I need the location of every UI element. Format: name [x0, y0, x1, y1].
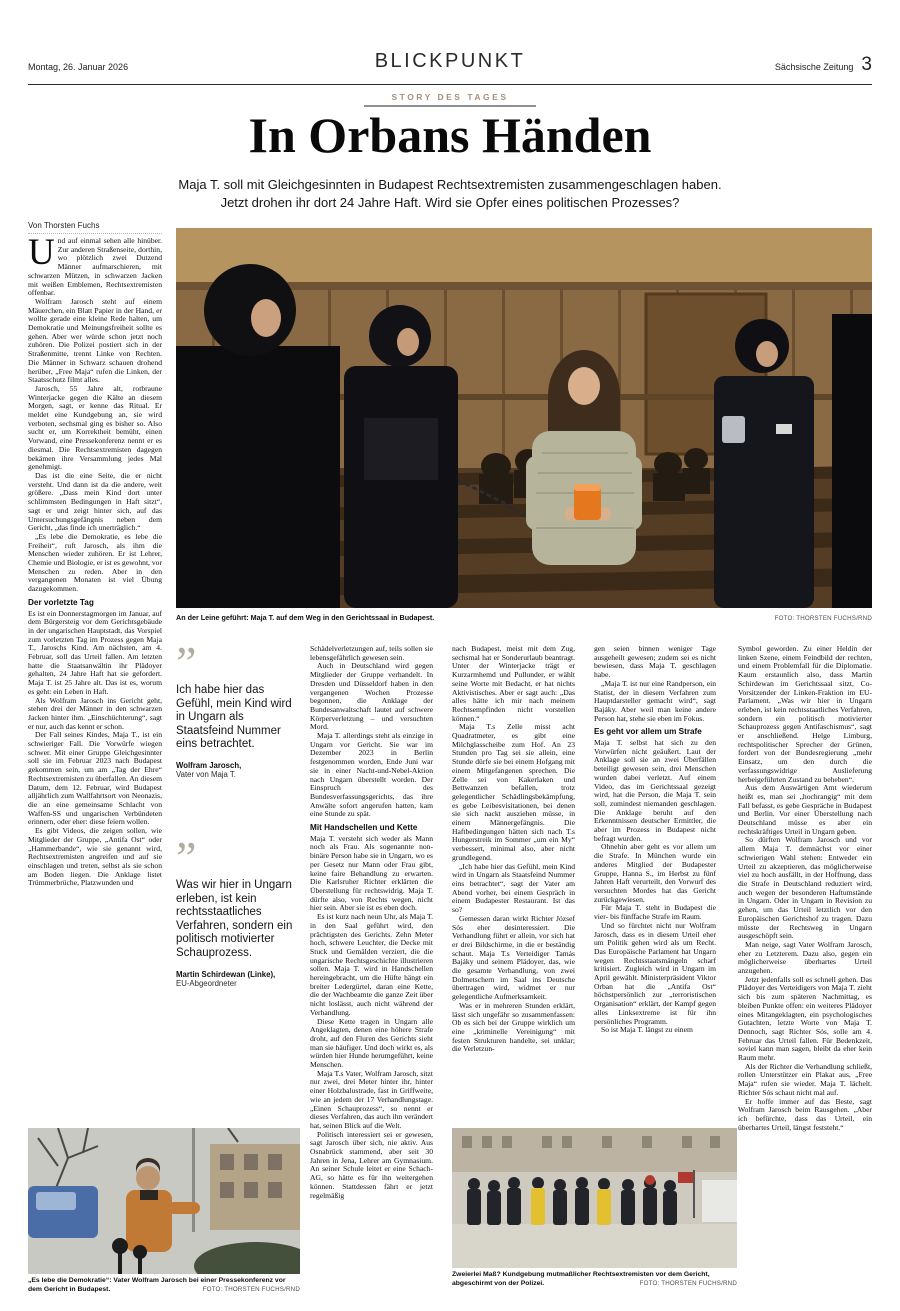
article-paragraph: Es gibt Videos, die zeigen sollen, wie Mitglieder der Gruppe, „Antifa Ost“ oder „Hammerbande“, wie sie genannt wird, Rechtsextremisten angreifen und auf sie einschlagen und treten, selbst als sie schon am Boden liegen. Die Anklage listet Trümmerbrüche, Platzwunden und: [28, 826, 162, 888]
article-paragraph: Und auf einmal sehen alle hinüber. Zur anderen Straßenseite, dorthin, wo plötzlich zwei Dutzend Männer aufmarschieren, mit schwarzen Mützen, in schwarzen Jacken mit weißen Emblemen, Rechtsextremisten offenbar.: [28, 237, 162, 298]
standfirst-line-1: Maja T. soll mit Gleichgesinnten in Budapest Rechtsextremisten zusammengeschlagen haben.: [178, 177, 722, 192]
article-paragraph: gen seien binnen weniger Tage ausgeheilt gewesen; zudem sei es nicht bewiesen, dass Maja T. geschlagen habe.: [594, 645, 716, 680]
photo-credit: FOTO: THORSTEN FUCHS/RND: [639, 1280, 737, 1288]
article-paragraph: Maja T. selbst hat sich zu den Vorwürfen nicht geäußert. Laut der Anklage soll sie an zwei Überfällen beteiligt gewesen sein, drei Menschen wurden dabei verletzt. Auf einem Video, das im Gerichtssaal gezeigt wird, hat die Person, die Maja T. sein soll, zumindest niemanden geschlagen. Die Anklage beruht auf den Erkenntnissen deutscher Ermittler, die aber im Prozess in Budapest nicht befragt wurden.: [594, 738, 716, 843]
courtroom-illustration: [176, 228, 872, 608]
caption-text: „Es lebe die Demokratie“: Vater Wolfram Jarosch bei einer Pressekonferenz vor dem Gericht in Budapest.: [28, 1277, 286, 1293]
pull-quote-text: Ich habe hier das Gefühl, mein Kind wird in Ungarn als Staatsfeind Nummer eins betrachtet.: [176, 684, 292, 751]
pull-quote-role: Vater von Maja T.: [176, 769, 236, 779]
article-paragraph: Jarosch, 55 Jahre alt, rotbraune Winterjacke gegen die Kälte an diesem Morgen, sagt, er kenne das Ritual. Er meldet eine Kundgebung an, sie wird verboten, sechsmal ging es bisher so. Also sucht er, um Korrektheit bemüht, einen Vorwand, eine Pressekonferenz nennt er es diesmal. Die Rechtsextremisten dagegen bekämen ihre Versammlung jedes Mal genehmigt.: [28, 383, 162, 472]
pull-quote-text: Was wir hier in Ungarn erleben, ist kein rechtsstaatliches Verfahren, sondern ein politisch motivierter Schauprozess.: [176, 878, 293, 959]
masthead-paper-name: Sächsische Zeitung: [774, 62, 854, 72]
article-paragraph: nach Budapest, meist mit dem Zug, sechsmal hat er Sonderurlaub beantragt. Unter der Winterjacke trägt er Kurzarmhemd und Pullunder, er wählt seine Worte mit Bedacht, er hat nichts Aktivistisches. Aber er sagt auch: „Das alles hätte ich mir nach meinem Rechtsempfinden nicht vorstellen können.“: [452, 645, 575, 723]
main-photo-caption: An der Leine geführt: Maja T. auf dem Weg in den Gerichtssaal in Budapest.: [176, 613, 435, 622]
article-paragraph: Was er in mehreren Stunden erklärt, lässt sich ungefähr so zusammenfassen: Ob es sich bei der Gruppe wirklich um eine „kriminelle Vereinigung“ mit festen Strukturen handelte, sei unklar; die Verletzun-: [452, 1000, 575, 1054]
drop-cap: U: [28, 237, 55, 273]
pull-quote: [176, 831, 296, 988]
press-conference-caption: [28, 1277, 300, 1295]
article-paragraph: Maja T.s Zelle misst acht Quadratmeter, es gibt eine Milchglasscheibe zum Hof. An 23 Stunden pro Tag sei sie allein, eine Stunde dürfe sie bei einem Hofgang mit einem Mitgefangenen sprechen. Die Zelle sei von Kakerlaken und Bettwanzen befallen, trotz gelegentlicher Schädlingsbekämpfung, es gebe Leibesvisitationen, bei denen sie sich nackt ausziehen müsse, in einem Männergefängnis. Die Haftbedingungen hätten sich nach T.s Hungerstreik im Sommer „um ein My“ verbessert, minimal also, aber nicht grundlegend.: [452, 722, 575, 862]
standfirst-line-2: Jetzt drohen ihr dort 24 Jahre Haft. Wird sie Opfer eines politischen Prozesses?: [220, 194, 680, 210]
masthead-section-title: BLICKPUNKT: [374, 50, 526, 72]
article-column-3: [310, 645, 433, 1293]
crosshead: Es geht vor allem um Strafe: [594, 727, 702, 737]
quote-icon: ”: [176, 637, 197, 688]
masthead-date: Montag, 26. Januar 2026: [28, 62, 129, 72]
masthead-right: [775, 54, 872, 76]
article-paragraph: Gemessen daran wirkt Richter József Sós eher desinteressiert. Die Verhandlung führt er allein, vor sich hat er drei Bildschirme, in die er beständig schaut. Maja T.s Verteidiger Tamás Bajáky und seinem Plädoyer, das, wie die gesamte Verhandlung, von zwei Dolmetschern im Saal ins Deutsche übertragen wird, widmet er nur gelegentliche Aufmerksamkeit.: [452, 913, 575, 1002]
standfirst: [0, 176, 900, 211]
article-paragraph: Maja T.s Vater, Wolfram Jarosch, sitzt nur zwei, drei Meter hinter ihr, hinter einer Holzbalustrade, fast in Griffweite, wie an jedem der 17 Verhandlungstage. „Einen Schauprozess“, so nennt er dieses Verfahren, das auch ihn verändert hat, seinen Blick auf die Welt.: [310, 1068, 433, 1130]
article-paragraph: Ohnehin aber geht es vor allem um die Strafe. In München wurde ein anderes Mitglied der Budapester Gruppe, Hanna S., im Herbst zu fünf Jahren Haft verurteilt, den Vorwurf des versuchten Mordes hat das Gericht zurückgewiesen.: [594, 842, 716, 904]
headline: In Orbans Händen: [248, 107, 652, 163]
article-paragraph: Der Fall seines Kindes, Maja T., ist ein schwieriger Fall. Die Vorwürfe wiegen schwer. Mit einer Gruppe Gleichgesinnter soll sie im Februar 2023 nach Budapest gekommen sein, um am „Tag der Ehre“ Rechtsextremisten zu überfallen. An diesem Datum, dem 12. Februar, wird Budapest alljährlich zum Wallfahrtsort von Neonazis, die an eine gemeinsame Schlacht von Waffen-SS und ungarischen Verbündeten erinnern, oder eher: diese feiern wollen.: [28, 730, 162, 827]
press-conference-photo: [28, 1128, 300, 1274]
byline: Von Thorsten Fuchs: [28, 221, 162, 234]
article-paragraph: Das ist die eine Seite, die er nicht versteht. Und dann ist da die andere, weit größere. „Dass mein Kind dort unter schlimmsten Bedingungen in Haft sitzt“, sagt er und zeigt hinter sich, auf das Untersuchungsgefängnis neben dem Gericht, „das finde ich unerträglich.“: [28, 470, 162, 533]
article-paragraph: Jetzt jedenfalls soll es schnell gehen. Das Plädoyer des Verteidigers von Maja T. zieht sich bis zum späteren Nachmittag, es bleiben Punkte offen: ein weiteres Plädoyer eines Mitangeklagten, ein psychologisches Gutachten, letzte Worte von Maja T. Dennoch, sagt Richter Sós, solle am 4. Februar das Urteil fallen. Für Bedenkzeit, soviel kann man sagen, bleibt da eher kein Raum mehr.: [738, 974, 872, 1063]
article-paragraph: „Es lebe die Demokratie, es lebe die Freiheit“, ruft Jarosch, als ihm die Menschen wieder zuhören. Er ist Lehrer, Chemie und Biologie, er ist es gewohnt, vor Menschen zu reden. Aber in den vergangenen Monaten ist viel Übung dazugekommen.: [28, 531, 162, 594]
crosshead: Der vorletzte Tag: [28, 597, 94, 607]
masthead-rule: [28, 84, 872, 85]
article-paragraph: „Ich habe hier das Gefühl, mein Kind wird in Ungarn als Staatsfeind Nummer eins betrachtet“, sagt der Vater am Abend vorher, bei einem Gespräch in einem Budapester Restaurant. Ist das so?: [452, 861, 575, 915]
photo-credit: FOTO: THORSTEN FUCHS/RND: [202, 1286, 300, 1294]
article-paragraph: Es ist kurz nach neun Uhr, als Maja T. in den Saal geführt wird, den prächtigsten des Gerichts. Zehn Meter hoch, schwere Leuchter, die Decke mit Stuck und Gemälden verziert, die die ungarische Rechtsgeschichte illustrieren sollen. Maja T. wird in Handschellen hereingebracht, um die Hüfte hängt ein breiter Ledergürtel, daran eine Kette, die der Wachbeamte die ganze Zeit über nicht loslässt, auch nicht während der Verhandlung.: [310, 912, 433, 1017]
quote-icon: ”: [176, 831, 197, 883]
main-photo-credit: FOTO: THORSTEN FUCHS/RND: [774, 615, 872, 622]
article-paragraph: Als Wolfram Jarosch ins Gericht geht, stehen drei der Männer in den schwarzen Jacken hinter ihm. „Einschüchterung“, sagt er nur, auch das kennt er schon.: [28, 695, 162, 731]
article-paragraph: „Maja T. ist nur eine Randperson, ein Statist, der in diesem Verfahren zum Hauptdarsteller gemacht wird“, sagt Bajáky. Aber weil man keine andere Person hat, stehe sie eben im Fokus.: [594, 678, 716, 723]
article-column-4: [452, 645, 575, 1115]
article-column-1: [28, 237, 162, 1121]
rally-illustration: [452, 1128, 737, 1268]
article-paragraph: Symbol geworden. Zu einer Heldin der linken Szene, einem Feindbild der rechten, und einem Problemfall für die Diplomatie. Kaum erstaunlich also, dass Martin Schirdewan im Gerichtssaal sitzt, Co-Vorsitzender der Linken-Fraktion im EU-Parlament. „Was wir hier in Ungarn erleben, ist kein rechtsstaatliches Verfahren, sondern ein politisch motivierter Schauprozess gegen Antifaschismus“, sagt er anschließend. Helge Limburg, rechtspolitischer Sprecher der Grünen, fordert von der Bundesregierung „mehr Einsatz, um den durch die verfassungswidrige Auslieferung herbeigeführten Zustand zu beheben“.: [738, 645, 872, 784]
article-paragraph: Maja T. versteht sich weder als Mann noch als Frau. Als sogenannte non-binäre Person habe sie in Ungarn, wo es per Gesetz nur Mann oder Frau gibt, keine faire Behandlung zu erwarten. Die Karlsruher Richter erklärten die Überstellung für rechtswidrig. Maja T. dürfte also, von Rechts wegen, nicht hier sein. Aber sie ist es eben doch.: [310, 833, 433, 913]
article-paragraph: Für Maja T. steht in Budapest die vier- bis fünffache Strafe im Raum.: [594, 903, 716, 922]
main-photo-courtroom: [176, 228, 872, 608]
article-paragraph: Diese Kette tragen in Ungarn alle Angeklagten, denen eine höhere Strafe droht, auf den Fluren des Gerichts sieht man sie häufiger. Und doch wirkt es, als würden hier Hunde herumgeführt, keine Menschen.: [310, 1016, 433, 1070]
article-paragraph: Wolfram Jarosch steht auf einem Mäuerchen, ein Blatt Papier in der Hand, er wollte gerade eine kleine Rede halten, um Demokratie und Meinungsfreiheit sollte es gehen. Aber wer würde schon jetzt noch zuhören. Die Polizei postiert sich in der Straßenmitte, trennt Linke von Rechten. Die Männer in Schwarz schauen drohend herüber, „Free Maja“ rufen die Linken, der Staatsschutz filmt alles.: [28, 296, 162, 385]
article-paragraph: So dürften Wolfram Jarosch und vor allem Maja T. demnächst vor einer schwierigen Wahl stehen: Entweder ein Urteil zu akzeptieren, das möglicherweise viel zu hoch ausfällt, in der Hoffnung, dass die Strafe in Deutschland reduziert wird, auch wegen der besonderen Haftumstände in Ungarn. Oder in Ungarn in Revision zu gehen, um das Urteil letztlich vor den Europäischen Gerichtshof zu tragen. Dazu müsste der Rechtsweg in Ungarn ausgeschöpft sein.: [738, 835, 872, 941]
pull-quote-column: [176, 637, 296, 988]
main-photo-caption-row: [176, 613, 872, 622]
article-paragraph: Er hoffe immer auf das Beste, sagt Wolfram Jarosch beim Rausgehen. „Aber ich befürchte, dass das Urteil, ein überhartes Urteil, längst feststeht.“: [738, 1096, 872, 1132]
article-paragraph: Als der Richter die Verhandlung schließt, rollen Unterstützer ein Plakat aus, „Free Maja“ rufen sie wieder. Maja T. lächelt. Richter Sós schaut nicht mal auf.: [738, 1061, 872, 1097]
rally-photo: [452, 1128, 737, 1268]
pull-quote: [176, 637, 296, 779]
press-conference-illustration: [28, 1128, 300, 1274]
caption-text: Zweierlei Maß? Kundgebung mutmaßlicher Rechtsextremisten vor dem Gericht, abgeschirmt von der Polizei.: [452, 1271, 710, 1287]
article-column-6: [738, 645, 872, 1279]
article-paragraph: Politisch interessiert sei er gewesen, sagt Jarosch über sich, nie aktiv. Aus Osnabrück stammend, aber seit 30 Jahren in Jena, Lehrer am Gymnasium. An seiner Schule leitet er eine Schach-AG, so hätte es für ihn weitergehen können. Stattdessen fährt er jetzt regelmäßig: [310, 1129, 433, 1200]
article-paragraph: Schädelverletzungen auf, teils sollen sie lebensgefährlich gewesen sein.: [310, 645, 433, 662]
article-paragraph: So ist Maja T. längst zu einem: [601, 1025, 693, 1035]
article-column-5: [594, 645, 716, 1115]
masthead-page-number: 3: [861, 54, 872, 75]
article-paragraph: Man neige, sagt Vater Wolfram Jarosch, eher zu Letzterem. Dazu also, gegen ein möglicherweise überhartes Urteil anzugehen.: [738, 939, 872, 976]
rally-caption: [452, 1271, 737, 1289]
pull-quote-role: EU-Abgeordneter: [176, 978, 237, 988]
article-paragraph: Und so fürchtet nicht nur Wolfram Jarosch, dass es in diesem Urteil eher um Politik gehen wird als um Recht. Das Europäische Parlament hat Ungarn wegen Rechtsstaatsmängeln scharf kritisiert. Zugleich wird in Ungarn im April gewählt. Ministerpräsident Viktor Orban hat die „Antifa Ost“ höchstpersönlich zur „terroristischen Organisation“ erklärt, der Kampf gegen alles Linksextreme ist für ihn persönliches Programm.: [594, 920, 716, 1026]
article-paragraph: Auch in Deutschland wird gegen Mitglieder der Gruppe verhandelt. In Dresden und Düsseldorf haben in den vergangenen Wochen Prozesse begonnen, die Anklage der Bundesanwaltschaft lautet auf schwere Körperverletzung – und versuchten Mord.: [310, 661, 433, 732]
crosshead: Mit Handschellen und Kette: [310, 823, 418, 833]
article-paragraph: Es ist ein Donnerstagmorgen im Januar, auf dem Bürgersteig vor dem Gerichtsgebäude in der ungarischen Hauptstadt, das Vorspiel zum vorletzten Tag im Prozess gegen Maja T., Jaroschs Kind. Am nächsten, am 4. Februar, soll das Urteil fallen. Am letzten hatte die Staatsanwältin ihr Plädoyer gehalten, 24 Jahre Haft hat sie gefordert. Maja T. ist 25 Jahre alt. Das ist es, worum es geht: ein Leben in Haft.: [28, 608, 162, 696]
article-paragraph: Maja T. allerdings steht als einzige in Ungarn vor Gericht. Sie war im Dezember 2023 in Berlin festgenommen worden, Ende Juni war sie in einer Nacht-und-Nebel-Aktion nach Ungarn überstellt worden. Der Einspruch des Bundesverfassungsgerichts, das ihre Anwälte sofort angerufen hatten, kam eine Stunde zu spät.: [310, 731, 433, 819]
pull-quote-attribution: Martin Schirdewan (Linke),: [176, 969, 276, 979]
pull-quote-attribution: Wolfram Jarosch,: [176, 760, 242, 770]
kicker: STORY DES TAGES: [391, 92, 509, 102]
article-paragraph: Aus dem Auswärtigen Amt wiederum heißt es, man sei „hochrangig“ mit dem Fall befasst, es gebe Gespräche in Budapest und Berlin. Vor einer Überstellung nach Deutschland müsse es aber ein rechtskräftiges Urteil in Ungarn geben.: [738, 783, 872, 836]
